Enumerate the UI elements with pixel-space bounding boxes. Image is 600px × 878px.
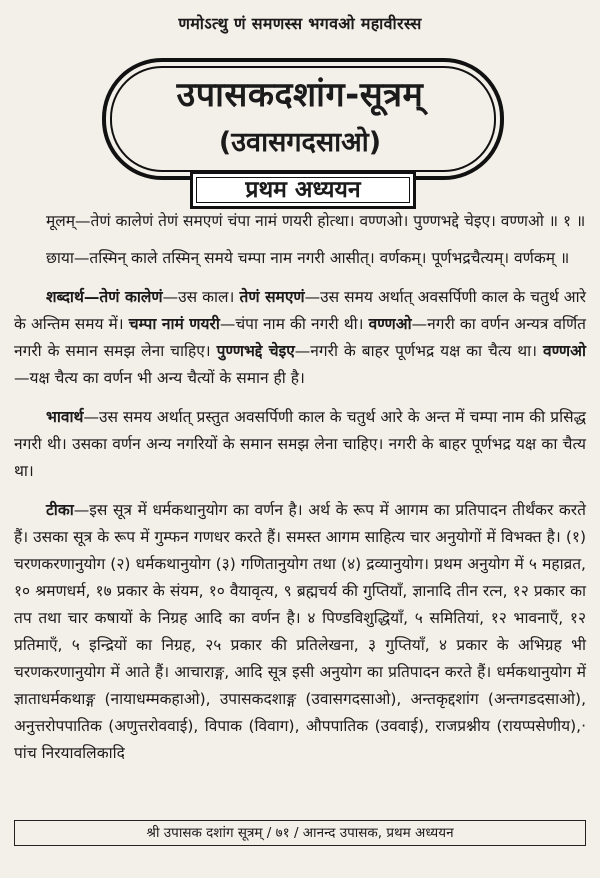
main-text bbox=[14, 208, 586, 777]
meaning-3: —चंपा नाम की नगरी थी। bbox=[219, 315, 369, 333]
chhaya-paragraph: छाया—तस्मिन् काले तस्मिन् समये चम्पा नाम नगरी आसीत्। वर्णकम्। पूर्णभद्रचैत्यम्। वर्णकम् ॥ bbox=[46, 249, 570, 267]
tika-text: —इस सूत्र में धर्मकथानुयोग का वर्णन है। अर्थ के रूप में आगम का प्रतिपादन तीर्थंकर करते हैं। उसका सूत्र के रूप में गुम्फन गणधर करते हैं। समस्त आगम साहित्य चार अनुयोगों में विभक्त है। (१) चरणकरणानुयोग (२) धर्मकथानुयोग (३) गणितानुयोग तथा (४) द्रव्यानुयोग। प्रथम अनुयोग में ५ महाव्रत, १० श्रमणधर्म, १७ प्रकार के संयम, १० वैयावृत्य, ९ ब्रह्मचर्य की गुप्तियाँ, ज्ञानादि तीन रत्न, १२ प्रकार का तप तथा चार कषायों के निग्रह आदि का वर्णन है। ४ पिण्डविशुद्धियाँ, ५ समितियां, १२ भावनाएँ, १२ प्रतिमाएँ, ५ इन्द्रियों का निग्रह, २५ प्रकार की प्रतिलेखना, ३ गुप्तियाँ, ४ प्रकार के अभिग्रह भी चरणकरणानुयोग में आते हैं। आचाराङ्ग, आदि सूत्र इसी अनुयोग का प्रतिपादन करते हैं। धर्मकथानुयोग में ज्ञाताधर्मकथाङ्ग (नायाधम्मकहाओ), उपासकदशाङ्ग (उवासगदसाओ), अन्तकृद्दशांग (अन्तगडदसाओ), अनुत्तरोपपातिक (अणुत्तरोववाई), विपाक (विवाग), औपपातिक (उववाई), राजप्रश्नीय (रायप्पसेणीय),· पांच निरयावलिकादि bbox=[14, 501, 586, 762]
term-5: पुण्णभद्दे चेइए bbox=[216, 342, 295, 360]
page-footer: श्री उपासक दशांग सूत्रम् / ७१ / आनन्द उपासक, प्रथम अध्ययन bbox=[146, 825, 454, 841]
meaning-1: —उस काल। bbox=[162, 288, 240, 306]
term-4: वण्णओ bbox=[368, 315, 412, 333]
meaning-5: —नगरी के बाहर पूर्णभद्र यक्ष का चैत्य था। bbox=[294, 342, 543, 360]
term-6: वण्णओ bbox=[542, 342, 586, 360]
meaning-2: —उस समय अर्थात् अवसर्पिणी काल के चतुर्थ आरे के अन्तिम समय में। bbox=[14, 288, 586, 333]
term-1: तेणं कालेणं bbox=[99, 288, 163, 306]
invocation-line: णमोऽत्थु णं समणस्स भगवओ महावीरस्स bbox=[178, 14, 422, 33]
tika-label: टीका bbox=[46, 501, 74, 519]
bhavarth-text: —उस समय अर्थात् प्रस्तुत अवसर्पिणी काल के चतुर्थ आरे के अन्त में चम्पा नाम की प्रसिद्ध नगरी थी। उसका वर्णन अन्य नगरियों के समान समझ लेना चाहिए। नगरी के बाहर पूर्णभद्र यक्ष का चैत्य था। bbox=[14, 408, 586, 480]
meaning-6: —यक्ष चैत्य का वर्णन भी अन्य चैत्यों के समान ही है। bbox=[14, 369, 305, 387]
shabdarth-paragraph bbox=[14, 284, 586, 392]
term-3: चम्पा नामं णयरी bbox=[128, 315, 220, 333]
chapter-title: प्रथम अध्ययन bbox=[245, 177, 361, 203]
book-subtitle: (उवासगदसाओ) bbox=[218, 127, 382, 158]
bhavarth-paragraph bbox=[14, 404, 586, 485]
shabdarth-label: शब्दार्थ— bbox=[46, 288, 100, 306]
book-title: उपासकदशांग-सूत्रम् bbox=[176, 75, 424, 115]
meaning-4: —नगरी का वर्णन अन्यत्र वर्णित नगरी के समान समझ लेना चाहिए। bbox=[14, 315, 586, 360]
tika-paragraph bbox=[14, 497, 586, 767]
bhavarth-label: भावार्थ bbox=[46, 408, 84, 426]
mool-paragraph: मूलम्—तेणं कालेणं तेणं समएणं चंपा नामं णयरी होत्था। वण्णओ। पुण्णभद्दे चेइए। वण्णओ ॥ १ ॥ bbox=[46, 212, 586, 230]
term-2: तेणं समएणं bbox=[239, 288, 305, 306]
